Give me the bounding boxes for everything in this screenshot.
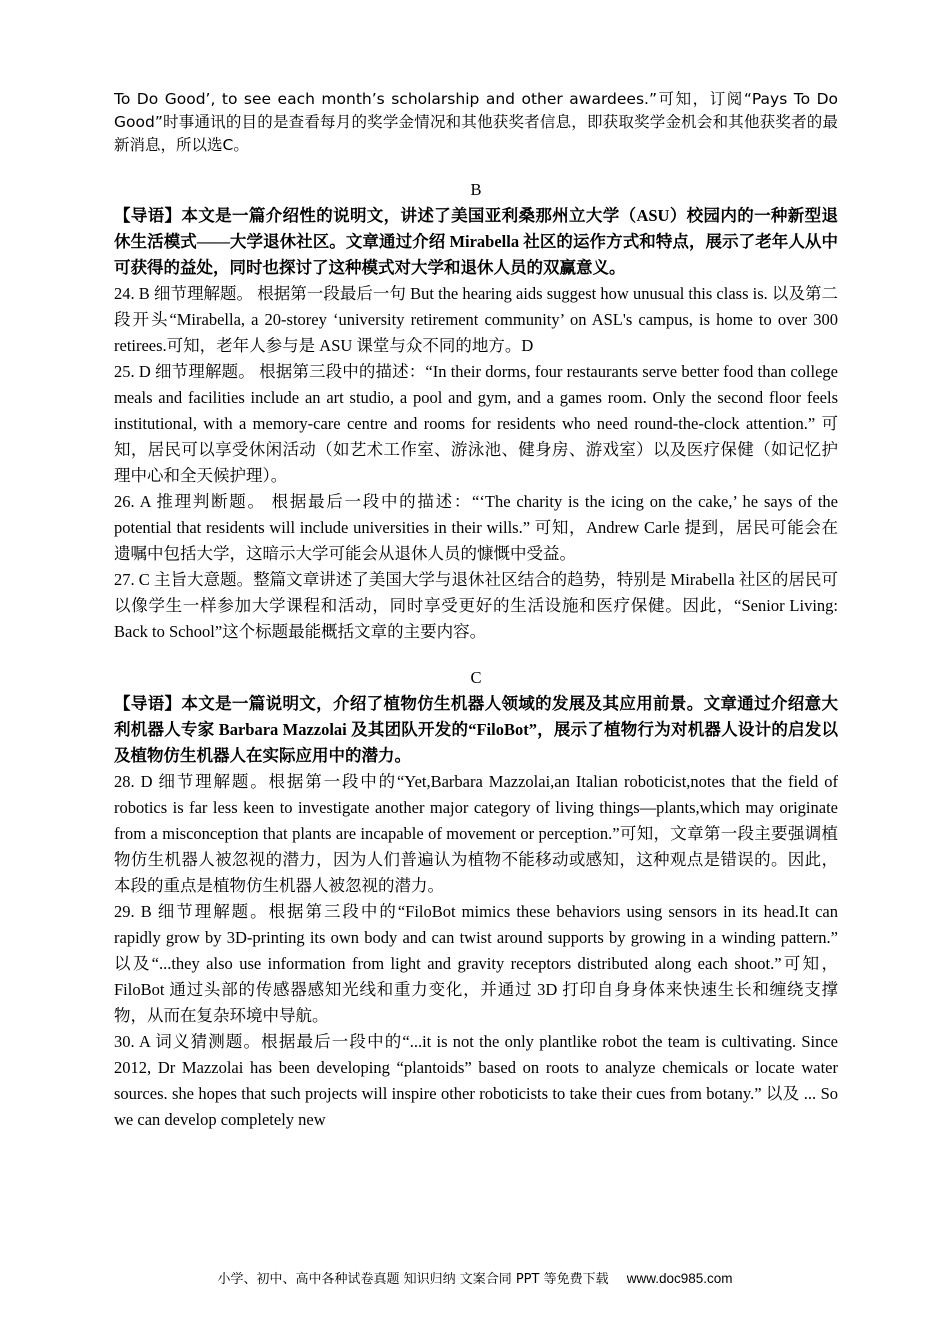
footer-text: 小学、初中、高中各种试卷真题 知识归纳 文案合同 PPT 等免费下载: [217, 1272, 609, 1287]
section-c-intro: 【导语】本文是一篇说明文，介绍了植物仿生机器人领域的发展及其应用前景。文章通过介绍意大利机器人专家 Barbara Mazzolai 及其团队开发的“FiloBot”，展示了植物行为对机器人设计的启发以及植物仿生机器人在实际应用中的潜力。: [114, 694, 838, 765]
answer-27: 27. C 主旨大意题。整篇文章讲述了美国大学与退休社区结合的趋势，特别是 Mirabella 社区的居民可以像学生一样参加大学课程和活动，同时享受更好的生活设施和医疗保健。因此，“Senior Living: Back to School”这个标题最能概括文章的主要内容。: [114, 570, 838, 641]
answer-24: 24. B 细节理解题。 根据第一段最后一句 But the hearing aids suggest how unusual this class is. 以及第二段开头“Mirabella, a 20-storey ‘university retirement community’ on ASL's campus, is home to over 300 retirees.可知，老年人参与是 ASU 课堂与众不同的地方。D: [114, 284, 838, 355]
answer-29: 29. B 细节理解题。根据第三段中的“FiloBot mimics these behaviors using sensors in its head.It can rapidly grow by 3D-printing its own body and can twist around supports by growing in a winding pattern.” 以及“...they also use information from light and gravity receptors distributed along each shoot.”可知，FiloBot 通过头部的传感器感知光线和重力变化，并通过 3D 打印自身身体来快速生长和缠绕支撑物，从而在复杂环境中导航。: [114, 902, 838, 1025]
page-footer: [0, 1268, 950, 1287]
answer-28: 28. D 细节理解题。根据第一段中的“Yet,Barbara Mazzolai,an Italian roboticist,notes that the field of robotics is far less keen to investigate another major category of living things—plants,which may originate from a misconception that plants are incapable of movement or perception.”可知，文章第一段主要强调植物仿生机器人被忽视的潜力，因为人们普遍认为植物不能移动或感知，这种观点是错误的。因此，本段的重点是植物仿生机器人被忽视的潜力。: [114, 772, 838, 895]
section-b-intro: 【导语】本文是一篇介绍性的说明文，讲述了美国亚利桑那州立大学（ASU）校园内的一种新型退休生活模式——大学退休社区。文章通过介绍 Mirabella 社区的运作方式和特点，展示了老年人从中可获得的益处，同时也探讨了这种模式对大学和退休人员的双赢意义。: [114, 206, 838, 277]
section-b-heading: B: [470, 180, 482, 199]
document-body: [114, 88, 838, 1133]
footer-url: www.doc985.com: [626, 1271, 733, 1286]
answer-26: 26. A 推理判断题。 根据最后一段中的描述：“‘The charity is the icing on the cake,’ he says of the potential that residents will include universities in their wills.” 可知，Andrew Carle 提到，居民可能会在遗嘱中包括大学，这暗示大学可能会从退休人员的慷慨中受益。: [114, 492, 838, 563]
answer-23-explanation-tail: To Do Good’, to see each month’s scholarship and other awardees.”可知，订阅“Pays To Do Good”时事通讯的目的是查看每月的奖学金情况和其他获奖者信息，即获取奖学金机会和其他获奖者的最新消息，所以选C。: [114, 90, 838, 154]
answer-30: 30. A 词义猜测题。根据最后一段中的“...it is not the only plantlike robot the team is cultivating. Since 2012, Dr Mazzolai has been developing “plantoids” based on roots to analyze chemicals or locate water sources. she hopes that such projects will inspire other roboticists to take their cues from botany.” 以及 ... So we can develop completely new: [114, 1032, 838, 1129]
answer-25: 25. D 细节理解题。 根据第三段中的描述：“In their dorms, four restaurants serve better food than college meals and facilities include an art studio, a pool and gym, and a games room. Only the second floor feels institutional, with a memory-care centre and rooms for residents who need round-the-clock attention.” 可知，居民可以享受休闲活动（如艺术工作室、游泳池、健身房、游戏室）以及医疗保健（如记忆护理中心和全天候护理）。: [114, 362, 838, 485]
section-c-heading: C: [470, 668, 482, 687]
